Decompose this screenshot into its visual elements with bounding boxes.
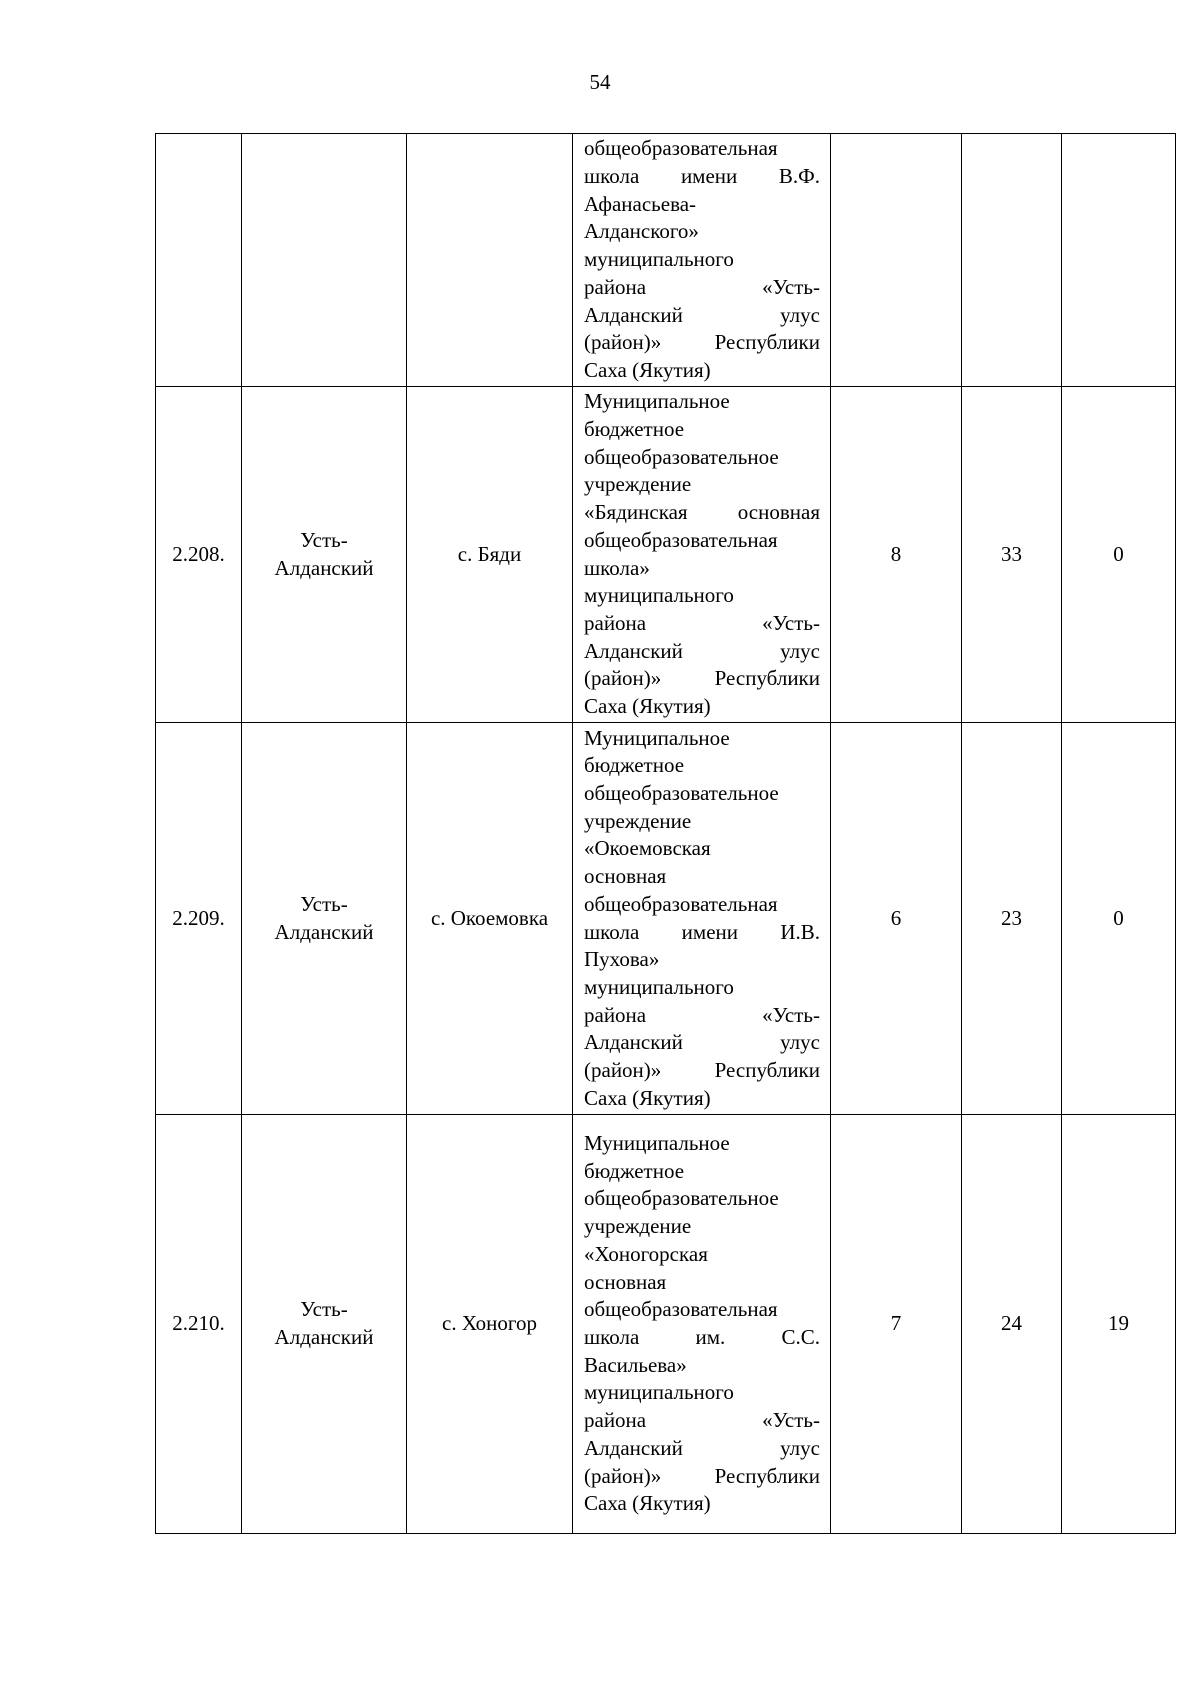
institution-name-line: Муниципальное (584, 1131, 730, 1156)
institution-name-line: «Хоногорская (584, 1241, 708, 1266)
table-row (156, 1115, 1176, 1534)
table-row (156, 723, 1176, 1115)
value-cell-col6: 33 (962, 387, 1062, 723)
institution-name-line: Алданский улус (584, 1435, 820, 1460)
institution-name-line: Алданского» (584, 219, 699, 244)
institution-name-line: школа им. С.С. (584, 1325, 820, 1349)
institution-name-cell (573, 387, 831, 723)
value-cell-col7: 0 (1062, 723, 1176, 1115)
institution-name-line: Саха (Якутия) (584, 694, 711, 719)
institution-name-line: школа» (584, 555, 650, 580)
settlement-cell (407, 134, 573, 387)
table-body (156, 134, 1176, 1534)
schools-table (155, 133, 1176, 1534)
institution-name-line: учреждение (584, 1214, 692, 1239)
page-number: 54 (589, 70, 611, 94)
settlement-cell: с. Бяди (407, 387, 573, 723)
settlement-cell: с. Хоногор (407, 1115, 573, 1534)
institution-name-line: района «Усть- (584, 1408, 820, 1433)
settlement-cell: с. Окоемовка (407, 723, 573, 1115)
institution-name-line: (район)» Республики (584, 666, 820, 691)
institution-name-line: учреждение (584, 808, 692, 833)
district-cell (242, 134, 407, 387)
district-line: Усть- (300, 527, 348, 552)
institution-name-line: Пухова» (584, 947, 660, 972)
district-line: Алданский (274, 919, 374, 944)
value-cell-col5: 8 (831, 387, 962, 723)
institution-name-line: Алданский улус (584, 302, 820, 327)
institution-name-line: (район)» Республики (584, 1463, 820, 1488)
value-cell-col5: 7 (831, 1115, 962, 1534)
value-cell-col7: 0 (1062, 387, 1176, 723)
institution-name-line: учреждение (584, 472, 692, 497)
institution-name-line: Васильева» (584, 1352, 687, 1377)
row-number-cell: 2.209. (156, 723, 242, 1115)
row-number-cell (156, 134, 242, 387)
institution-name-line: общеобразовательное (584, 444, 779, 469)
institution-name-line: муниципального (584, 247, 734, 272)
institution-name-line: муниципального (584, 583, 734, 608)
table-row (156, 387, 1176, 723)
institution-name-line: общеобразовательная (584, 891, 778, 916)
institution-name-line: общеобразовательная (584, 527, 778, 552)
district-line: Усть- (300, 1297, 348, 1322)
district-line: Алданский (274, 555, 374, 580)
value-cell-col7 (1062, 134, 1176, 387)
institution-name-line: Афанасьева- (584, 191, 697, 216)
value-cell-col6: 23 (962, 723, 1062, 1115)
district-line: Алданский (274, 1325, 374, 1349)
institution-name-line: общеобразовательное (584, 1186, 779, 1211)
institution-name-cell (573, 723, 831, 1115)
value-cell-col5 (831, 134, 962, 387)
value-cell-col5: 6 (831, 723, 962, 1115)
institution-name-line: (район)» Республики (584, 1058, 820, 1083)
institution-name-line: муниципального (584, 974, 734, 999)
institution-name-line: бюджетное (584, 416, 685, 441)
institution-name-line: Саха (Якутия) (584, 1085, 711, 1110)
institution-name-line: общеобразовательная (584, 136, 778, 161)
district-cell (242, 387, 407, 723)
institution-name-line: района «Усть- (584, 274, 820, 299)
institution-name-line: бюджетное (584, 1158, 685, 1183)
institution-name-line: общеобразовательная (584, 1297, 778, 1322)
institution-name-line: района «Усть- (584, 610, 820, 635)
table-row (156, 134, 1176, 387)
institution-name-line: Алданский улус (584, 638, 820, 663)
institution-name-line: общеобразовательное (584, 780, 779, 805)
institution-name-line: Муниципальное (584, 389, 730, 414)
institution-name-line: Муниципальное (584, 725, 730, 750)
institution-name-line: района «Усть- (584, 1002, 820, 1027)
institution-name-line: бюджетное (584, 753, 685, 778)
institution-name-line: основная (584, 1269, 667, 1294)
institution-name-line: Саха (Якутия) (584, 1491, 711, 1516)
district-line: Усть- (300, 891, 348, 916)
institution-name-line: Алданский улус (584, 1030, 820, 1055)
value-cell-col6: 24 (962, 1115, 1062, 1534)
institution-name-cell (573, 134, 831, 387)
value-cell-col6 (962, 134, 1062, 387)
institution-name-line: (район)» Республики (584, 330, 820, 355)
institution-name-line: основная (584, 864, 667, 889)
institution-name-cell (573, 1115, 831, 1534)
row-number-cell: 2.210. (156, 1115, 242, 1534)
district-cell (242, 1115, 407, 1534)
institution-name-line: школа имени В.Ф. (584, 164, 820, 189)
institution-name-line: муниципального (584, 1380, 734, 1405)
institution-name-line: «Бядинская основная (584, 500, 820, 525)
value-cell-col7: 19 (1062, 1115, 1176, 1534)
district-cell (242, 723, 407, 1115)
row-number-cell: 2.208. (156, 387, 242, 723)
institution-name-line: Саха (Якутия) (584, 357, 711, 382)
institution-name-line: школа имени И.В. (584, 919, 820, 944)
institution-name-line: «Окоемовская (584, 836, 711, 861)
